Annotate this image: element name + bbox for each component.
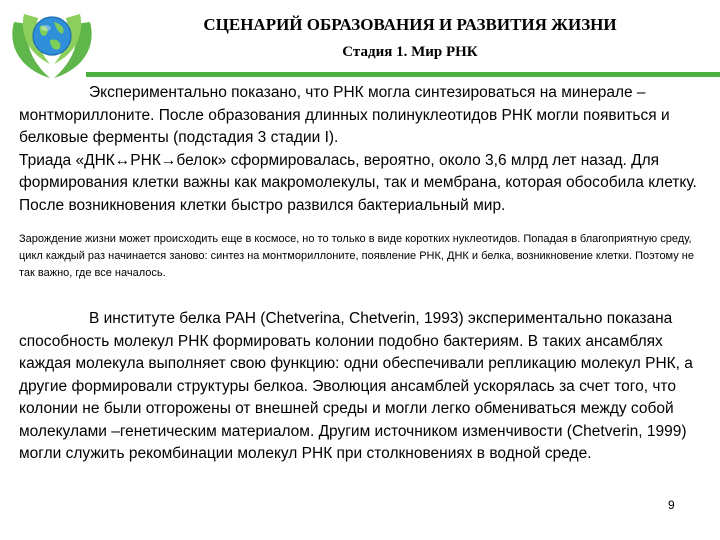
- page-number: 9: [668, 498, 675, 512]
- logo-graphic: [6, 2, 98, 84]
- page-subtitle: Стадия 1. Мир РНК: [342, 44, 478, 60]
- spacer: [19, 217, 709, 231]
- header-divider: [86, 72, 720, 77]
- page-title: СЦЕНАРИЙ ОБРАЗОВАНИЯ И РАЗВИТИЯ ЖИЗНИ: [203, 15, 617, 34]
- spacer: [19, 282, 709, 308]
- globe-in-hands-icon: [6, 2, 98, 84]
- note-paragraph: Зарождение жизни может происходить еще в космосе, но то только в виде коротких нуклеотидов. Попадая в благоприятную среду, цикл каждый раз начинается заново: синтез на монтмориллоните, появление РНК, ДНК и белка, возникновение клетки. Поэтому не так важно, где все началось.: [19, 233, 694, 279]
- paragraph-3: В институте белка РАН (Chetverina, Chetverin, 1993) экспериментально показана способность молекул РНК формировать колонии подобно бактериям. В таких ансамблях каждая молекула выполняет свою функцию: одни обеспечивали репликацию молекул РНК, а другие формировали структуры белкоа. Эволюция ансамблей ускорялась за счет того, что колонии не были отгорожены от внешней среды и могли легко обмениваться между собой молекулами –генетическим материалом. Другим источником изменчивости (Chetverin, 1999) могли служить рекомбинации молекул РНК при столкновениях в водной среде.: [19, 310, 693, 462]
- body-text: [19, 82, 709, 466]
- header: [100, 14, 720, 62]
- paragraph-1: Экспериментально показано, что РНК могла синтезироваться на минерале – монтмориллоните. После образования длинных полинуклеотидов РНК могли появиться и белковые ферменты (подстадия 3 стадии I).: [19, 84, 670, 146]
- paragraph-2: Триада «ДНК↔РНК→белок» сформировалась, вероятно, около 3,6 млрд лет назад. Для формирования клетки важны как макромолекулы, так и мембрана, которая обособила клетку. После возникновения клетки быстро развился бактериальный мир.: [19, 151, 697, 214]
